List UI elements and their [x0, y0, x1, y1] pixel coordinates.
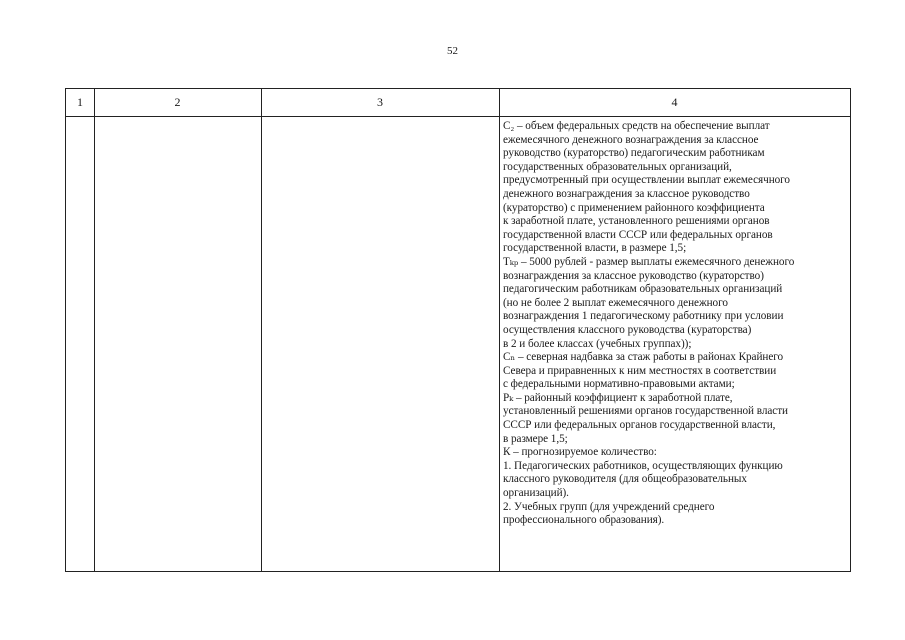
text-line: Тₖₚ – 5000 рублей - размер выплаты ежемесячного денежного [503, 255, 795, 268]
column-4-text [503, 120, 848, 528]
text-line: (но не более 2 выплат ежемесячного денежного [503, 296, 728, 309]
text-line: педагогическим работникам образовательных организаций [503, 283, 783, 296]
text-line: вознаграждения 1 педагогическому работнику при условии [503, 310, 784, 323]
text-line: Сₙ – северная надбавка за стаж работы в районах Крайнего [503, 351, 784, 364]
text-line: государственных образовательных организаций, [503, 160, 732, 173]
header-cell-1: 1 [77, 95, 83, 109]
table-header-row [66, 89, 850, 117]
header-cell-4: 4 [671, 95, 678, 109]
text-line: 1. Педагогических работников, осуществляющих функцию [503, 459, 783, 472]
page-number: 52 [447, 45, 458, 57]
text-line: установленный решениями органов государственной власти [503, 405, 788, 418]
text-line: в размере 1,5; [503, 432, 568, 445]
column-divider [499, 89, 500, 571]
text-line: с федеральными нормативно-правовыми актами; [503, 378, 735, 391]
text-line: вознаграждения за классное руководство (кураторство) [503, 269, 764, 282]
text-line: Рₖ – районный коэффициент к заработной плате, [503, 391, 733, 404]
column-divider [261, 89, 262, 571]
text-line: К – прогнозируемое количество: [503, 446, 657, 459]
text-line: организаций). [503, 487, 569, 500]
text-line: классного руководителя (для общеобразовательных [503, 473, 747, 486]
text-line: СССР или федеральных органов государственной власти, [503, 419, 776, 432]
text-line: в 2 и более классах (учебных группах)); [503, 337, 692, 350]
text-line: осуществления классного руководства (кураторства) [503, 323, 752, 336]
text-line: 2. Учебных групп (для учреждений среднего [503, 500, 715, 513]
text-line: Севера и приравненных к ним местностях в соответствии [503, 364, 777, 377]
text-line: государственной власти СССР или федеральных органов [503, 228, 773, 241]
text-line: к заработной плате, установленного решениями органов [503, 215, 770, 228]
text-line: предусмотренный при осуществлении выплат ежемесячного [503, 174, 790, 187]
text-line: ежемесячного денежного вознаграждения за классное [503, 133, 759, 146]
header-cell-3: 3 [377, 95, 383, 109]
text-line: профессионального образования). [503, 514, 665, 527]
text-line: С₂ – объем федеральных средств на обеспечение выплат [503, 120, 770, 132]
text-line: государственной власти, в размере 1,5; [503, 242, 687, 255]
header-cell-2: 2 [174, 95, 181, 109]
document-table [65, 88, 851, 572]
text-line: (кураторство) с применением районного коэффициента [503, 201, 765, 214]
column-divider [94, 89, 95, 571]
text-line: руководство (кураторство) педагогическим работникам [503, 147, 765, 160]
text-line: денежного вознаграждения за классное руководство [503, 187, 750, 200]
